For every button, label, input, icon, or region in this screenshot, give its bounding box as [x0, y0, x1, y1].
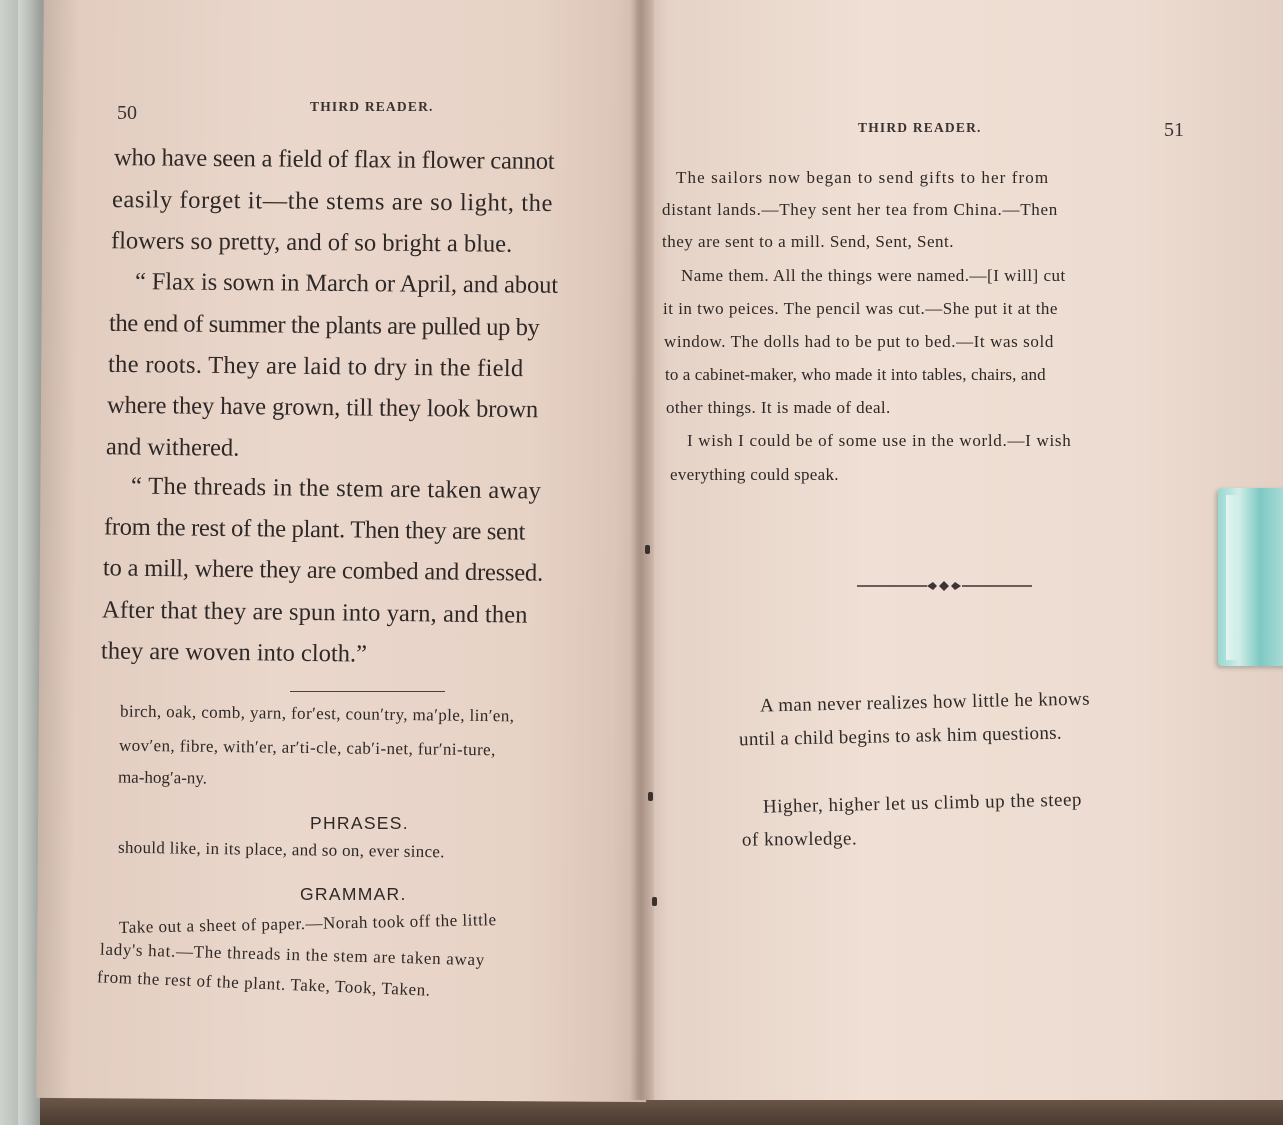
body-line: flowers so pretty, and of so bright a blue. [110, 227, 513, 258]
body-line: they are woven into cloth.” [100, 637, 368, 668]
grammar-line: it in two peices. The pencil was cut.—She put it at the [663, 299, 1058, 318]
body-line: and withered. [105, 433, 240, 462]
binding-thread-mark [645, 545, 650, 554]
word-list-line: ma-hog′a-ny. [117, 767, 208, 788]
left-running-head: THIRD READER. [310, 99, 434, 114]
grammar-line: lady's hat.—The threads in the stem are taken away [99, 939, 486, 970]
section-divider [290, 691, 445, 692]
body-line: where they have grown, till they look brown [106, 391, 539, 424]
phrases-heading: PHRASES. [310, 813, 409, 833]
grammar-line: everything could speak. [670, 465, 839, 484]
word-list-line: wov′en, fibre, with′er, ar′ti-cle, cab′i-net, fur′ni-ture, [118, 735, 496, 760]
ornament-divider [857, 579, 1032, 593]
grammar-line: other things. It is made of deal. [666, 398, 891, 417]
body-line: “ Flax is sown in March or April, and about [134, 268, 559, 299]
grammar-line: Name them. All the things were named.—[I will] cut [681, 266, 1066, 285]
grammar-line: from the rest of the plant. Take, Took, Taken. [96, 967, 432, 1000]
grammar-line: distant lands.—They sent her tea from China.—Then [662, 200, 1058, 219]
grammar-line: window. The dolls had to be put to bed.—It was sold [664, 332, 1054, 351]
grammar-line: to a cabinet-maker, who made it into tables, chairs, and [665, 365, 1046, 384]
handwritten-line: A man never realizes how little he knows [759, 688, 1091, 717]
grammar-line: The sailors now began to send gifts to her from [676, 168, 1050, 187]
binding-thread-mark [652, 897, 657, 906]
body-line: After that they are spun into yarn, and then [101, 596, 528, 629]
handwritten-line: until a child begins to ask him questions. [738, 722, 1063, 751]
body-line: to a mill, where they are combed and dressed. [102, 554, 544, 587]
handwritten-line: of knowledge. [741, 828, 858, 851]
handwritten-line: Higher, higher let us climb up the steep [762, 789, 1083, 818]
glass-paperweight-highlight [1226, 495, 1240, 660]
body-line: “ The threads in the stem are taken away [130, 472, 542, 505]
phrases-line: should like, in its place, and so on, ever since. [117, 837, 445, 862]
grammar-line: Take out a sheet of paper.—Norah took off the little [118, 910, 497, 937]
body-line: the end of summer the plants are pulled up by [108, 309, 540, 342]
left-page-number: 50 [117, 102, 137, 124]
body-line: easily forget it—the stems are so light, the [111, 186, 554, 217]
body-line: the roots. They are laid to dry in the field [107, 350, 524, 383]
grammar-line: I wish I could be of some use in the world.—I wish [687, 431, 1072, 450]
book-gutter [630, 0, 654, 1100]
word-list-line: birch, oak, comb, yarn, for′est, coun′try, ma′ple, lin′en, [119, 701, 515, 726]
binding-thread-mark [648, 792, 653, 801]
right-running-head: THIRD READER. [858, 120, 982, 135]
body-line: who have seen a field of flax in flower cannot [113, 144, 555, 175]
grammar-heading: GRAMMAR. [300, 884, 407, 904]
right-page [636, 0, 1283, 1100]
grammar-line: they are sent to a mill. Send, Sent, Sent. [662, 232, 955, 251]
body-line: from the rest of the plant. Then they are sent [103, 513, 526, 546]
right-page-number: 51 [1164, 119, 1184, 141]
